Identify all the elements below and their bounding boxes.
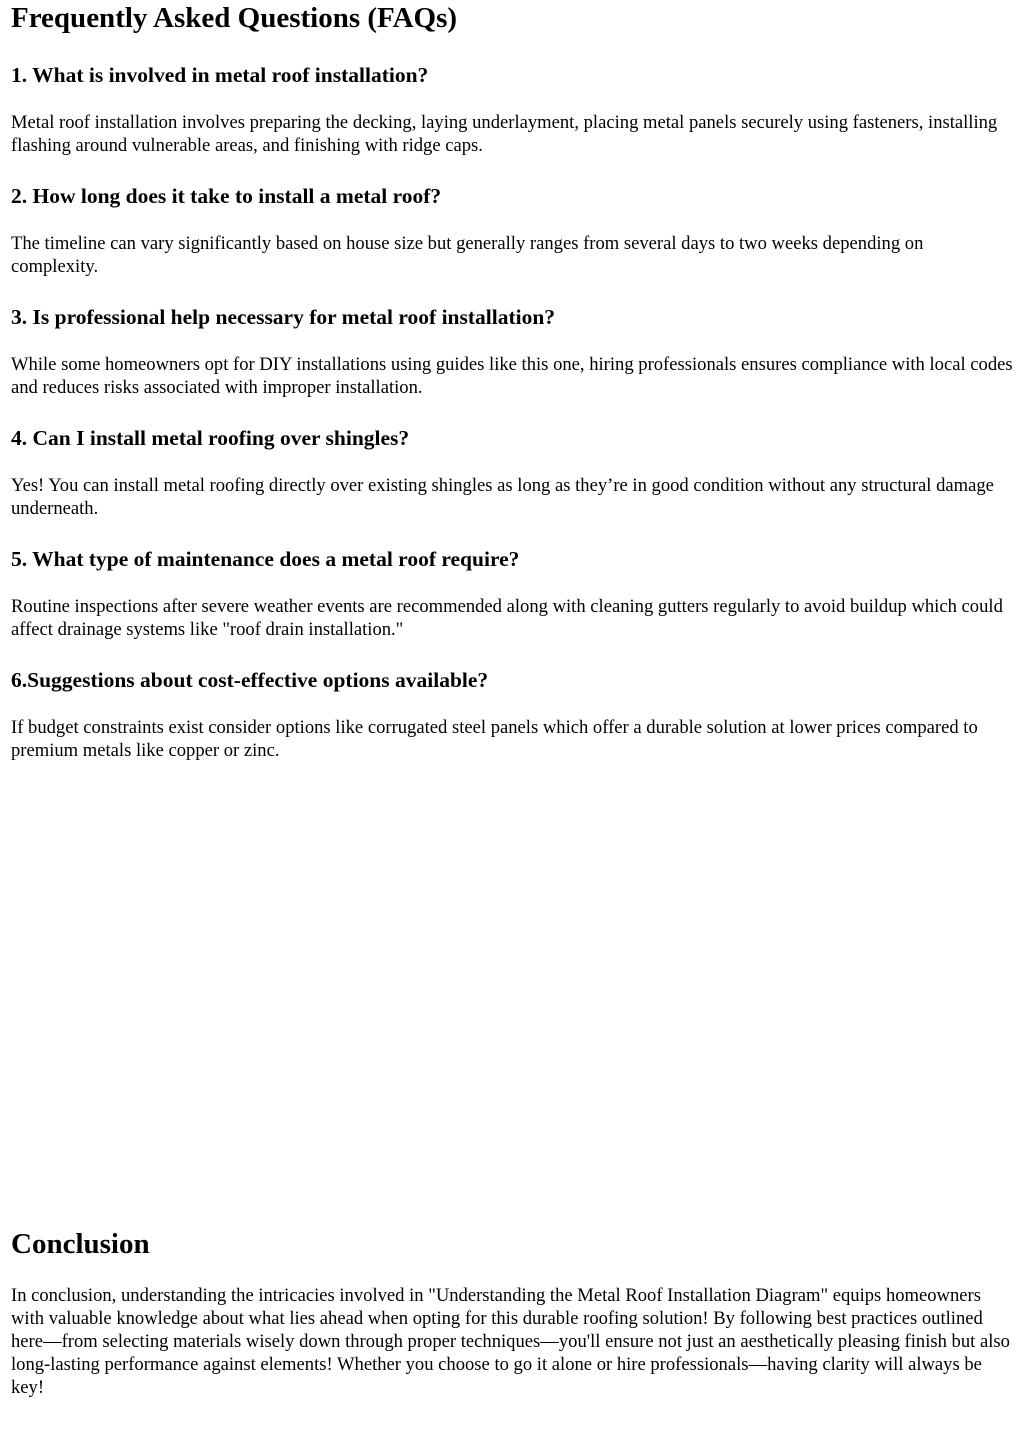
- faq-question: 6.Suggestions about cost-effective options available?: [11, 668, 489, 692]
- faq-item: [11, 62, 1013, 157]
- faq-item: [11, 425, 1013, 520]
- faq-list: [11, 62, 1013, 762]
- conclusion-section: [11, 1226, 1013, 1399]
- faq-question: 2. How long does it take to install a metal roof?: [11, 184, 442, 208]
- faq-question: 4. Can I install metal roofing over shingles?: [11, 426, 410, 450]
- faq-answer: Metal roof installation involves preparing the decking, laying underlayment, placing metal panels securely using fasteners, installing flashing around vulnerable areas, and finishing with ridge caps.: [11, 112, 998, 156]
- faq-answer: The timeline can vary significantly based on house size but generally ranges from several days to two weeks depending on complexity.: [11, 233, 924, 277]
- faq-answer: Yes! You can install metal roofing directly over existing shingles as long as they’re in good condition without any structural damage underneath.: [11, 475, 994, 519]
- faq-item: [11, 183, 1013, 278]
- faq-answer: While some homeowners opt for DIY installations using guides like this one, hiring professionals ensures compliance with local codes and reduces risks associated with improper installation.: [11, 354, 1013, 398]
- faq-question: 5. What type of maintenance does a metal roof require?: [11, 547, 520, 571]
- faq-item: [11, 304, 1013, 399]
- conclusion-heading: Conclusion: [11, 1228, 150, 1260]
- faq-heading: Frequently Asked Questions (FAQs): [11, 2, 458, 34]
- faq-item: [11, 546, 1013, 641]
- faq-item: [11, 667, 1013, 762]
- faq-answer: If budget constraints exist consider options like corrugated steel panels which offer a durable solution at lower prices compared to premium metals like copper or zinc.: [11, 717, 978, 761]
- conclusion-paragraph: In conclusion, understanding the intricacies involved in "Understanding the Metal Roof Installation Diagram" equips homeowners with valuable knowledge about what lies ahead when opting for this durable roofing solution! By following best practices outlined here—from selecting materials wisely down through proper techniques—you'll ensure not just an aesthetically pleasing finish but also long-lasting performance against elements! Whether you choose to go it alone or hire professionals—having clarity will always be key!: [11, 1285, 1010, 1398]
- faq-section: [11, 0, 1013, 762]
- faq-answer: Routine inspections after severe weather events are recommended along with cleaning gutters regularly to avoid buildup which could affect drainage systems like "roof drain installation.": [11, 596, 1003, 640]
- faq-question: 3. Is professional help necessary for metal roof installation?: [11, 305, 556, 329]
- faq-question: 1. What is involved in metal roof installation?: [11, 63, 429, 87]
